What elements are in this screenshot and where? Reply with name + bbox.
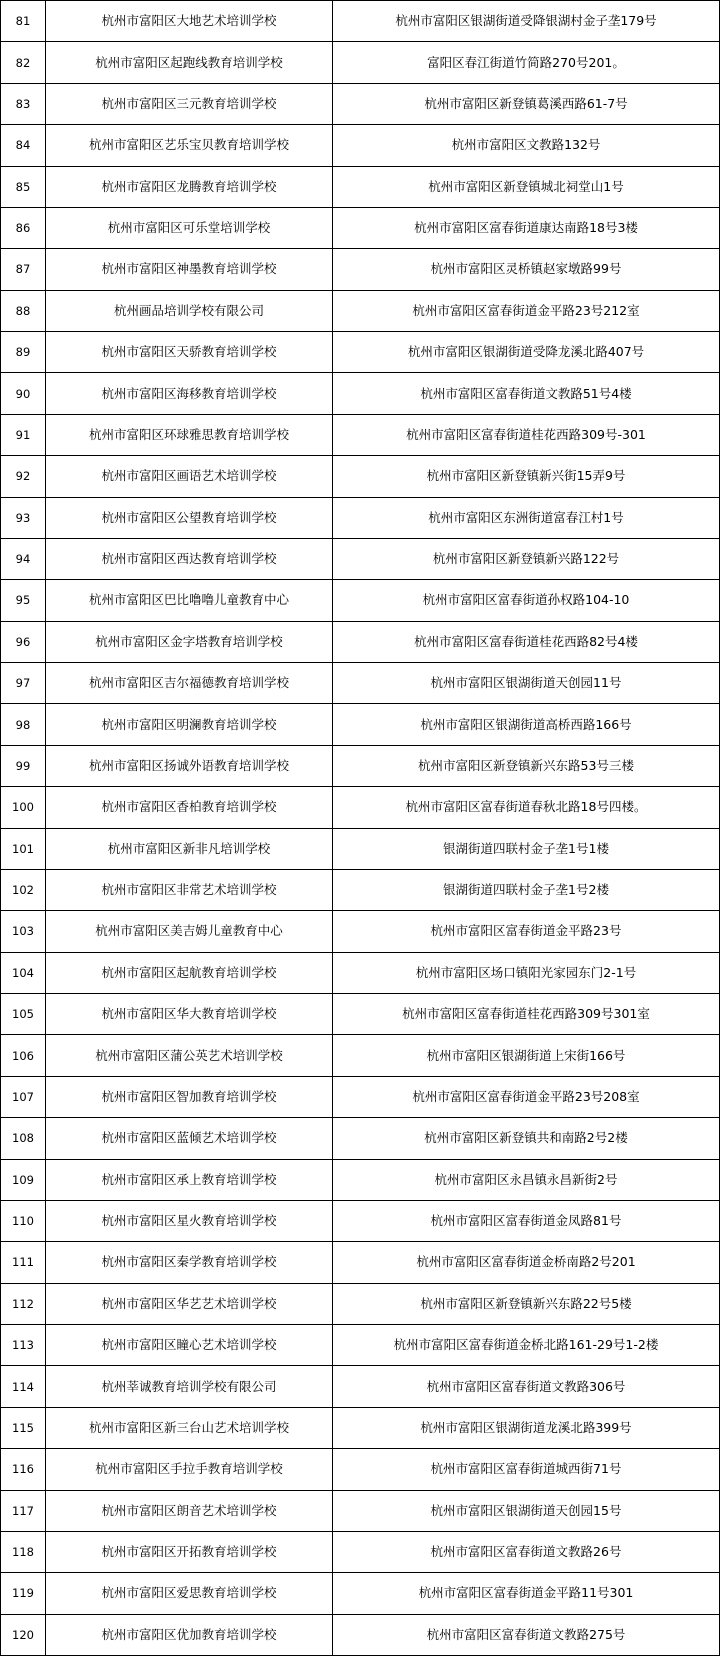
school-address-cell: 杭州市富阳区富春街道文教路51号4楼	[333, 373, 720, 414]
school-address-cell: 杭州市富阳区永昌镇永昌新街2号	[333, 1159, 720, 1200]
school-address-cell: 杭州市富阳区银湖街道龙溪北路399号	[333, 1407, 720, 1448]
school-name-cell: 杭州市富阳区秦学教育培训学校	[46, 1242, 333, 1283]
table-row	[1, 1035, 720, 1076]
school-name-cell: 杭州市富阳区美吉姆儿童教育中心	[46, 911, 333, 952]
row-number-cell: 101	[1, 828, 46, 869]
row-number-cell: 97	[1, 663, 46, 704]
table-row	[1, 1159, 720, 1200]
table-row	[1, 828, 720, 869]
school-address-cell: 杭州市富阳区银湖街道上宋街166号	[333, 1035, 720, 1076]
school-address-cell: 杭州市富阳区富春街道金平路23号208室	[333, 1076, 720, 1117]
school-address-cell: 富阳区春江街道竹简路270号201。	[333, 42, 720, 83]
school-name-cell: 杭州市富阳区金字塔教育培训学校	[46, 621, 333, 662]
school-name-cell: 杭州市富阳区智加教育培训学校	[46, 1076, 333, 1117]
school-name-cell: 杭州市富阳区新非凡培训学校	[46, 828, 333, 869]
table-row	[1, 787, 720, 828]
school-address-cell: 杭州市富阳区东洲街道富春江村1号	[333, 497, 720, 538]
school-name-cell: 杭州市富阳区天骄教育培训学校	[46, 332, 333, 373]
row-number-cell: 90	[1, 373, 46, 414]
school-address-cell: 杭州市富阳区文教路132号	[333, 125, 720, 166]
table-row	[1, 1076, 720, 1117]
school-name-cell: 杭州市富阳区开拓教育培训学校	[46, 1531, 333, 1572]
school-name-cell: 杭州市富阳区大地艺术培训学校	[46, 1, 333, 42]
row-number-cell: 99	[1, 745, 46, 786]
school-address-cell: 杭州市富阳区新登镇葛溪西路61-7号	[333, 83, 720, 124]
table-row	[1, 249, 720, 290]
school-name-cell: 杭州市富阳区神墨教育培训学校	[46, 249, 333, 290]
row-number-cell: 103	[1, 911, 46, 952]
row-number-cell: 84	[1, 125, 46, 166]
row-number-cell: 107	[1, 1076, 46, 1117]
school-address-cell: 杭州市富阳区富春街道金平路11号301	[333, 1573, 720, 1614]
row-number-cell: 83	[1, 83, 46, 124]
school-name-cell: 杭州市富阳区瞳心艺术培训学校	[46, 1325, 333, 1366]
school-name-cell: 杭州市富阳区华艺艺术培训学校	[46, 1283, 333, 1324]
school-name-cell: 杭州市富阳区西达教育培训学校	[46, 538, 333, 579]
table-row	[1, 207, 720, 248]
table-row	[1, 1614, 720, 1655]
school-address-cell: 杭州市富阳区新登镇新兴路122号	[333, 538, 720, 579]
table-row	[1, 1283, 720, 1324]
row-number-cell: 88	[1, 290, 46, 331]
row-number-cell: 104	[1, 952, 46, 993]
table-row	[1, 1407, 720, 1448]
row-number-cell: 114	[1, 1366, 46, 1407]
row-number-cell: 86	[1, 207, 46, 248]
row-number-cell: 108	[1, 1118, 46, 1159]
table-row	[1, 332, 720, 373]
school-address-cell: 杭州市富阳区灵桥镇赵家墩路99号	[333, 249, 720, 290]
school-address-cell: 杭州市富阳区富春街道金桥南路2号201	[333, 1242, 720, 1283]
school-name-cell: 杭州画品培训学校有限公司	[46, 290, 333, 331]
school-address-cell: 杭州市富阳区银湖街道高桥西路166号	[333, 704, 720, 745]
table-row	[1, 994, 720, 1035]
school-address-cell: 杭州市富阳区新登镇新兴街15弄9号	[333, 456, 720, 497]
school-address-cell: 杭州市富阳区富春街道桂花西路82号4楼	[333, 621, 720, 662]
row-number-cell: 92	[1, 456, 46, 497]
school-name-cell: 杭州市富阳区非常艺术培训学校	[46, 869, 333, 910]
school-name-cell: 杭州市富阳区艺乐宝贝教育培训学校	[46, 125, 333, 166]
school-address-cell: 杭州市富阳区富春街道金桥北路161-29号1-2楼	[333, 1325, 720, 1366]
table-row	[1, 83, 720, 124]
school-name-cell: 杭州市富阳区龙腾教育培训学校	[46, 166, 333, 207]
school-name-cell: 杭州市富阳区爱思教育培训学校	[46, 1573, 333, 1614]
school-address-cell: 杭州市富阳区富春街道金凤路81号	[333, 1200, 720, 1241]
school-name-cell: 杭州市富阳区优加教育培训学校	[46, 1614, 333, 1655]
table-row	[1, 952, 720, 993]
row-number-cell: 117	[1, 1490, 46, 1531]
table-row	[1, 1531, 720, 1572]
row-number-cell: 116	[1, 1449, 46, 1490]
row-number-cell: 95	[1, 580, 46, 621]
school-address-cell: 杭州市富阳区新登镇新兴东路53号三楼	[333, 745, 720, 786]
table-row	[1, 580, 720, 621]
row-number-cell: 120	[1, 1614, 46, 1655]
school-address-cell: 杭州市富阳区富春街道桂花西路309号-301	[333, 414, 720, 455]
school-address-cell: 杭州市富阳区富春街道金平路23号	[333, 911, 720, 952]
table-row	[1, 1242, 720, 1283]
school-name-cell: 杭州市富阳区承上教育培训学校	[46, 1159, 333, 1200]
table-row	[1, 621, 720, 662]
school-address-cell: 杭州市富阳区银湖街道天创园15号	[333, 1490, 720, 1531]
row-number-cell: 94	[1, 538, 46, 579]
row-number-cell: 81	[1, 1, 46, 42]
table-row	[1, 42, 720, 83]
school-name-cell: 杭州市富阳区起跑线教育培训学校	[46, 42, 333, 83]
row-number-cell: 113	[1, 1325, 46, 1366]
school-address-cell: 杭州市富阳区新登镇城北祠堂山1号	[333, 166, 720, 207]
row-number-cell: 85	[1, 166, 46, 207]
school-address-cell: 杭州市富阳区新登镇共和南路2号2楼	[333, 1118, 720, 1159]
row-number-cell: 89	[1, 332, 46, 373]
table-row	[1, 456, 720, 497]
row-number-cell: 115	[1, 1407, 46, 1448]
table-row	[1, 414, 720, 455]
school-name-cell: 杭州市富阳区吉尔福德教育培训学校	[46, 663, 333, 704]
row-number-cell: 105	[1, 994, 46, 1035]
row-number-cell: 106	[1, 1035, 46, 1076]
school-address-cell: 杭州市富阳区富春街道文教路306号	[333, 1366, 720, 1407]
school-name-cell: 杭州市富阳区手拉手教育培训学校	[46, 1449, 333, 1490]
table-row	[1, 745, 720, 786]
table-row	[1, 869, 720, 910]
school-name-cell: 杭州市富阳区海移教育培训学校	[46, 373, 333, 414]
school-address-cell: 杭州市富阳区银湖街道天创园11号	[333, 663, 720, 704]
school-name-cell: 杭州市富阳区明澜教育培训学校	[46, 704, 333, 745]
school-name-cell: 杭州市富阳区华大教育培训学校	[46, 994, 333, 1035]
school-address-cell: 杭州市富阳区富春街道桂花西路309号301室	[333, 994, 720, 1035]
school-name-cell: 杭州莘诚教育培训学校有限公司	[46, 1366, 333, 1407]
school-name-cell: 杭州市富阳区蒲公英艺术培训学校	[46, 1035, 333, 1076]
school-address-cell: 银湖街道四联村金子垄1号1楼	[333, 828, 720, 869]
row-number-cell: 112	[1, 1283, 46, 1324]
school-name-cell: 杭州市富阳区香柏教育培训学校	[46, 787, 333, 828]
row-number-cell: 98	[1, 704, 46, 745]
row-number-cell: 100	[1, 787, 46, 828]
row-number-cell: 118	[1, 1531, 46, 1572]
school-address-cell: 杭州市富阳区场口镇阳光家园东门2-1号	[333, 952, 720, 993]
table-row	[1, 373, 720, 414]
row-number-cell: 87	[1, 249, 46, 290]
table-row	[1, 1, 720, 42]
school-name-cell: 杭州市富阳区三元教育培训学校	[46, 83, 333, 124]
school-address-cell: 杭州市富阳区富春街道孙权路104-10	[333, 580, 720, 621]
row-number-cell: 109	[1, 1159, 46, 1200]
school-address-cell: 杭州市富阳区新登镇新兴东路22号5楼	[333, 1283, 720, 1324]
row-number-cell: 111	[1, 1242, 46, 1283]
table-row	[1, 1449, 720, 1490]
table-row	[1, 497, 720, 538]
table-row	[1, 1118, 720, 1159]
school-address-cell: 杭州市富阳区富春街道康达南路18号3楼	[333, 207, 720, 248]
row-number-cell: 82	[1, 42, 46, 83]
school-name-cell: 杭州市富阳区公望教育培训学校	[46, 497, 333, 538]
row-number-cell: 110	[1, 1200, 46, 1241]
school-name-cell: 杭州市富阳区可乐堂培训学校	[46, 207, 333, 248]
school-name-cell: 杭州市富阳区起航教育培训学校	[46, 952, 333, 993]
school-name-cell: 杭州市富阳区朗音艺术培训学校	[46, 1490, 333, 1531]
school-address-cell: 杭州市富阳区银湖街道受降龙溪北路407号	[333, 332, 720, 373]
school-name-cell: 杭州市富阳区巴比噜噜儿童教育中心	[46, 580, 333, 621]
table-row	[1, 704, 720, 745]
school-address-cell: 杭州市富阳区银湖街道受降银湖村金子垄179号	[333, 1, 720, 42]
school-name-cell: 杭州市富阳区星火教育培训学校	[46, 1200, 333, 1241]
school-address-cell: 杭州市富阳区富春街道金平路23号212室	[333, 290, 720, 331]
school-address-cell: 杭州市富阳区富春街道文教路26号	[333, 1531, 720, 1572]
table-row	[1, 911, 720, 952]
table-row	[1, 538, 720, 579]
table-row	[1, 1490, 720, 1531]
table-row	[1, 1200, 720, 1241]
roster-table-body	[1, 1, 720, 1656]
school-name-cell: 杭州市富阳区新三台山艺术培训学校	[46, 1407, 333, 1448]
row-number-cell: 96	[1, 621, 46, 662]
row-number-cell: 93	[1, 497, 46, 538]
row-number-cell: 91	[1, 414, 46, 455]
row-number-cell: 102	[1, 869, 46, 910]
table-row	[1, 663, 720, 704]
school-name-cell: 杭州市富阳区环球雅思教育培训学校	[46, 414, 333, 455]
table-row	[1, 125, 720, 166]
row-number-cell: 119	[1, 1573, 46, 1614]
school-name-cell: 杭州市富阳区扬诚外语教育培训学校	[46, 745, 333, 786]
table-row	[1, 1366, 720, 1407]
school-address-cell: 杭州市富阳区富春街道城西街71号	[333, 1449, 720, 1490]
school-name-cell: 杭州市富阳区画语艺术培训学校	[46, 456, 333, 497]
school-address-cell: 杭州市富阳区富春街道文教路275号	[333, 1614, 720, 1655]
school-address-cell: 银湖街道四联村金子垄1号2楼	[333, 869, 720, 910]
table-row	[1, 1573, 720, 1614]
school-name-cell: 杭州市富阳区蓝倾艺术培训学校	[46, 1118, 333, 1159]
school-address-cell: 杭州市富阳区富春街道春秋北路18号四楼。	[333, 787, 720, 828]
table-row	[1, 1325, 720, 1366]
table-row	[1, 166, 720, 207]
table-row	[1, 290, 720, 331]
